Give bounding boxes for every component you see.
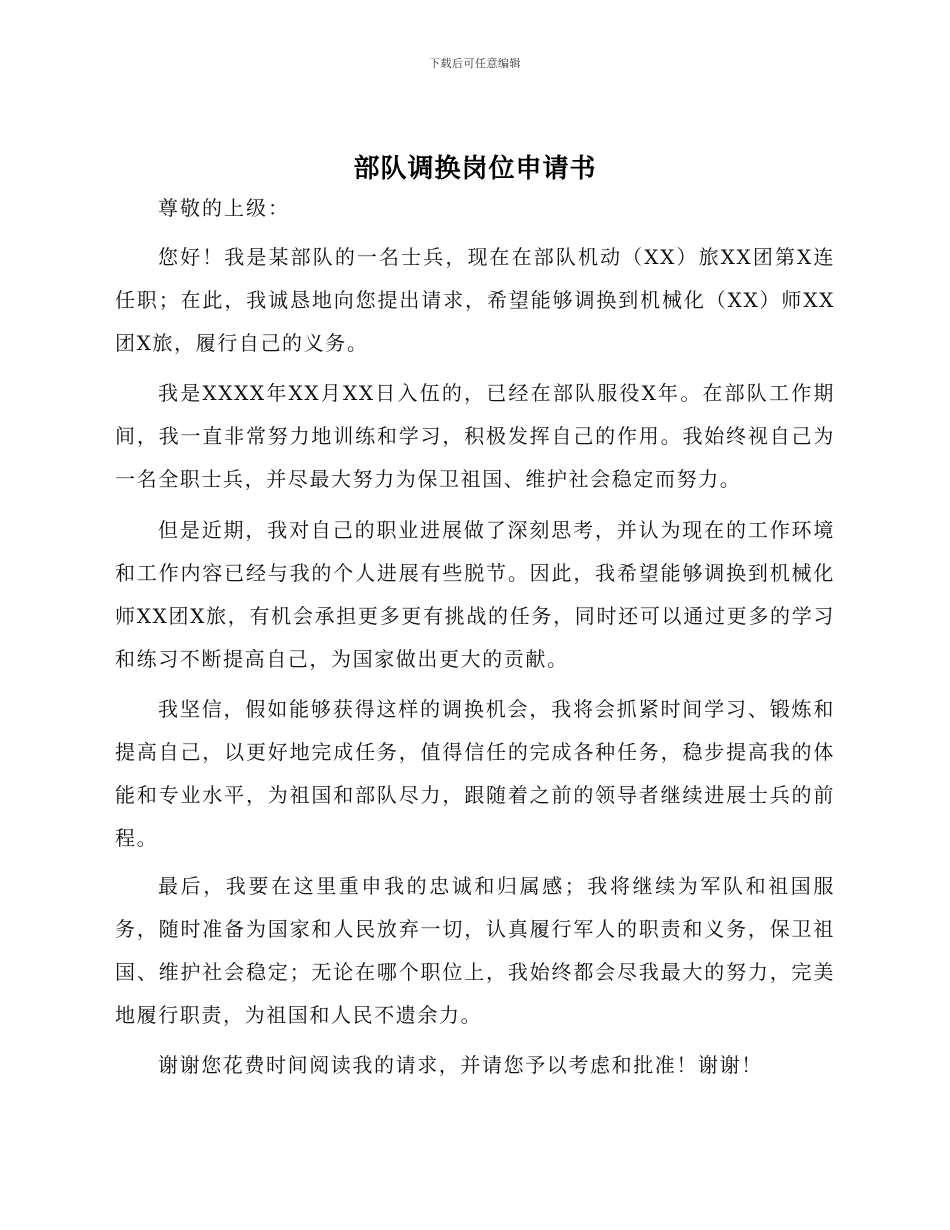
paragraph-loyalty: 最后，我要在这里重申我的忠诚和归属感；我将继续为军队和祖国服务，随时准备为国家和人民放弃一切，认真履行军人的职责和义务，保卫祖国、维护社会稳定；无论在哪个职位上，我始终都会尽我最大的努力，完美地履行职责，为祖国和人民不遗余力。 (115, 874, 835, 1027)
header-note: 下载后可任意编辑 (429, 57, 521, 70)
paragraph-request: 您好！我是某部队的一名士兵，现在在部队机动（XX）旅XX团第X连任职；在此，我诚恳地向您提出请求，希望能够调换到机械化（XX）师XX团X旅，履行自己的义务。 (115, 245, 835, 355)
salutation: 尊敬的上级： (158, 196, 290, 220)
document-title: 部队调换岗位申请书 (353, 154, 597, 184)
paragraph-reason: 但是近期，我对自己的职业进展做了深刻思考，并认为现在的工作环境和工作内容已经与我的个人进展有些脱节。因此，我希望能够调换到机械化师XX团X旅，有机会承担更多更有挑战的任务，同时还可以通过更多的学习和练习不断提高自己，为国家做出更大的贡献。 (115, 518, 835, 671)
paragraph-commitment: 我坚信，假如能够获得这样的调换机会，我将会抓紧时间学习、锻炼和提高自己，以更好地完成任务，值得信任的完成各种任务，稳步提高我的体能和专业水平，为祖国和部队尽力，跟随着之前的领导者继续进展士兵的前程。 (115, 697, 835, 850)
paragraph-background: 我是XXXX年XX月XX日入伍的，已经在部队服役X年。在部队工作期间，我一直非常努力地训练和学习，积极发挥自己的作用。我始终视自己为一名全职士兵，并尽最大努力为保卫祖国、维护社会稳定而努力。 (115, 381, 835, 491)
paragraph-closing: 谢谢您花费时间阅读我的请求，并请您予以考虑和批准！谢谢！ (158, 1053, 763, 1077)
